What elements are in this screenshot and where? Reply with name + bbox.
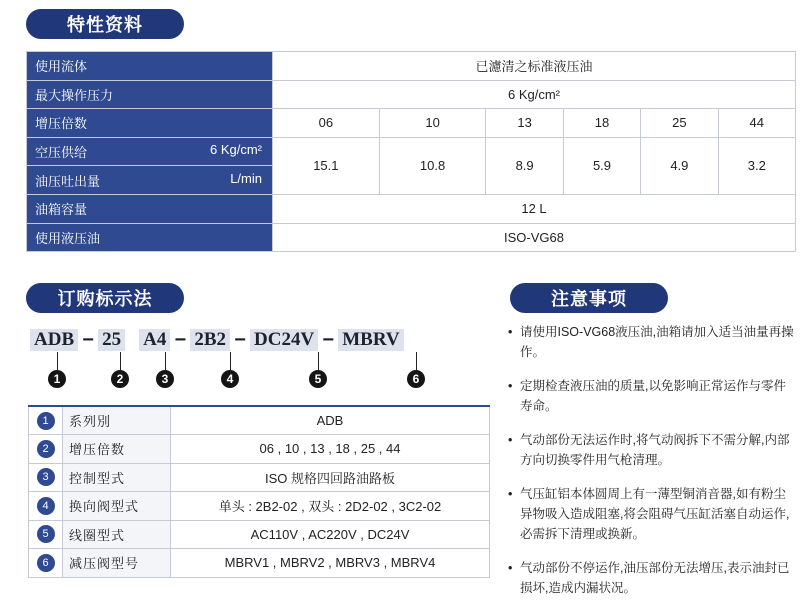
order-row <box>29 492 490 521</box>
note-item <box>508 322 794 362</box>
row-number-badge: 3 <box>37 468 55 486</box>
order-marker: 1 <box>48 370 66 388</box>
spec-unit: 6 Kg/cm² <box>209 142 262 158</box>
order-item-value: 单头 : 2B2-02 , 双头 : 2D2-02 , 3C2-02 <box>171 492 490 521</box>
note-text: 请使用ISO-VG68液压油,油箱请加入适当油量再操作。 <box>520 325 794 359</box>
order-item-name: 系列別 <box>63 406 171 435</box>
spec-value: 12 L <box>273 194 796 223</box>
row-number-badge: 1 <box>37 412 55 430</box>
order-code-separator: − <box>322 328 335 351</box>
order-code-part: DC24V <box>250 329 318 351</box>
marker-stem <box>230 352 231 370</box>
spec-label: 使用液压油 <box>27 223 273 252</box>
bullet-icon: • <box>508 325 513 339</box>
order-marker: 5 <box>309 370 327 388</box>
order-code-separator: − <box>174 328 187 351</box>
note-text: 定期检查液压油的质量,以免影响正常运作与零件寿命。 <box>520 379 786 413</box>
bullet-icon: • <box>508 379 513 393</box>
spec-label: 使用流体 <box>27 52 273 81</box>
order-row <box>29 435 490 464</box>
order-row <box>29 520 490 549</box>
marker-stem <box>165 352 166 370</box>
order-code-part: MBRV <box>338 329 403 351</box>
order-code-separator: − <box>234 328 246 351</box>
spec-value: 6 Kg/cm² <box>273 80 796 109</box>
order-marker: 2 <box>111 370 129 388</box>
order-item-value: ISO 规格四回路油路板 <box>171 463 490 492</box>
spec-output-cell: 10.8 <box>379 137 486 194</box>
marker-stem <box>57 352 58 370</box>
order-marker: 4 <box>221 370 239 388</box>
note-item <box>508 558 794 598</box>
spec-label: 最大操作压力 <box>27 80 273 109</box>
note-text: 气动部份不停运作,油压部份无法增压,表示油封已损坏,造成内漏状况。 <box>520 561 790 595</box>
order-code-part: 2B2 <box>190 329 230 351</box>
order-row <box>29 406 490 435</box>
order-item-name: 增压倍数 <box>63 435 171 464</box>
order-item-value: 06 , 10 , 13 , 18 , 25 , 44 <box>171 435 490 464</box>
spec-label-oil-output <box>27 166 273 195</box>
order-code <box>30 328 404 352</box>
spec-row-tank <box>27 194 796 223</box>
note-text: 气动部份无法运作时,将气动阀拆下不需分解,内部方向切换零件用气枪清理。 <box>520 433 790 467</box>
order-item-name: 线圈型式 <box>63 520 171 549</box>
spec-value: ISO-VG68 <box>273 223 796 252</box>
bullet-icon: • <box>508 433 513 447</box>
spec-label: 油压吐出量 <box>35 173 101 189</box>
spec-ratio-cell: 10 <box>379 109 486 138</box>
notes-list <box>508 322 794 605</box>
order-marker: 6 <box>407 370 425 388</box>
spec-output-cell: 15.1 <box>273 137 380 194</box>
row-number-badge: 6 <box>37 554 55 572</box>
spec-label-air-supply <box>27 137 273 166</box>
spec-output-cell: 3.2 <box>718 137 795 194</box>
order-row <box>29 463 490 492</box>
order-code-part: 25 <box>98 329 125 351</box>
order-item-name: 控制型式 <box>63 463 171 492</box>
spec-row-air-supply <box>27 137 796 166</box>
order-marker: 3 <box>156 370 174 388</box>
order-row <box>29 549 490 578</box>
spec-output-cell: 4.9 <box>641 137 718 194</box>
marker-stem <box>416 352 417 370</box>
row-number-badge: 2 <box>37 440 55 458</box>
row-number-badge: 4 <box>37 497 55 515</box>
order-item-value: ADB <box>171 406 490 435</box>
note-item <box>508 484 794 544</box>
order-item-name: 减压阀型号 <box>63 549 171 578</box>
order-code-part: A4 <box>139 329 170 351</box>
order-code-separator: − <box>82 328 94 351</box>
row-number-badge: 5 <box>37 525 55 543</box>
spec-unit: L/min <box>230 170 262 186</box>
spec-output-cell: 8.9 <box>486 137 563 194</box>
bullet-icon: • <box>508 487 513 501</box>
bullet-icon: • <box>508 561 513 575</box>
spec-row-max-pressure <box>27 80 796 109</box>
spec-output-cell: 5.9 <box>563 137 640 194</box>
order-table <box>28 405 490 578</box>
order-item-name: 换向阀型式 <box>63 492 171 521</box>
spec-label: 增压倍数 <box>27 109 273 138</box>
order-item-value: MBRV1 , MBRV2 , MBRV3 , MBRV4 <box>171 549 490 578</box>
note-text: 气压缸铝本体圆周上有一薄型铜消音器,如有粉尘异物吸入造成阻塞,将会阻碍气压缸活塞自动运作,必需拆下清理或换新。 <box>520 487 790 541</box>
spec-row-ratio <box>27 109 796 138</box>
spec-row-oil <box>27 223 796 252</box>
spec-label: 空压供给 <box>35 145 88 161</box>
spec-table <box>26 51 796 252</box>
spec-label: 油箱容量 <box>27 194 273 223</box>
spec-section-title: 特性资料 <box>26 9 184 39</box>
note-item <box>508 430 794 470</box>
spec-value: 已濾清之标准液压油 <box>273 52 796 81</box>
spec-ratio-cell: 44 <box>718 109 795 138</box>
order-item-value: AC110V , AC220V , DC24V <box>171 520 490 549</box>
spec-ratio-cell: 13 <box>486 109 563 138</box>
spec-ratio-cell: 25 <box>641 109 718 138</box>
marker-stem <box>120 352 121 370</box>
note-item <box>508 376 794 416</box>
marker-stem <box>318 352 319 370</box>
spec-row-fluid <box>27 52 796 81</box>
order-code-part: ADB <box>30 329 78 351</box>
spec-ratio-cell: 06 <box>273 109 380 138</box>
notes-section-title: 注意事项 <box>510 283 668 313</box>
order-section-title: 订购标示法 <box>26 283 184 313</box>
spec-ratio-cell: 18 <box>563 109 640 138</box>
